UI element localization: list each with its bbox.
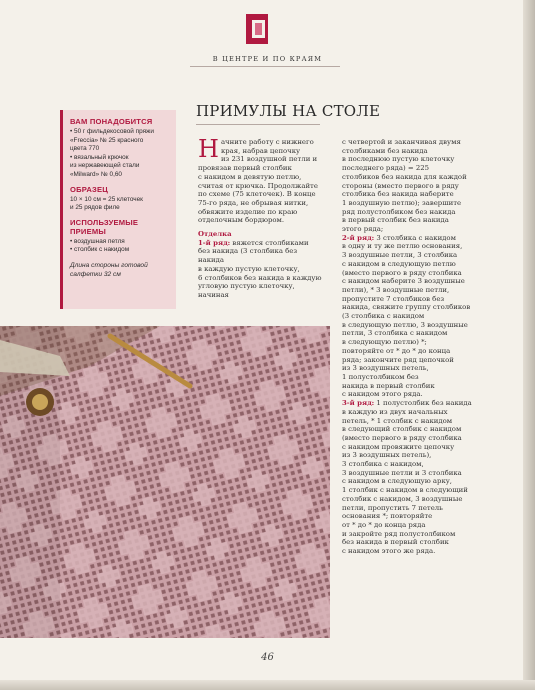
- col2-line: с четвертой и заканчивая двумя: [342, 138, 461, 146]
- row2-label: 2-й ряд:: [342, 233, 375, 242]
- col2-line: столбиков без накида для каждой: [342, 172, 467, 181]
- intro-line: считая от крючка. Продолжайте: [198, 181, 318, 190]
- col2-line: 3 столбика с накидом,: [342, 460, 424, 469]
- intro-line: обвяжите изделие по краю: [198, 207, 298, 216]
- row1-first-line: [198, 239, 324, 248]
- row1-text: вяжется столбиками: [230, 238, 309, 247]
- col2-line: 1 полустолбиком без: [342, 372, 419, 381]
- magazine-logo-icon: [246, 14, 268, 44]
- row1-line: 6 столбиков без накида в каждую: [198, 273, 322, 282]
- col2-line: основания *; повторяйте: [342, 512, 433, 521]
- intro-line: отделочным бордюром.: [198, 216, 285, 225]
- needs-line: «Freccia» № 25 красного: [70, 136, 144, 144]
- drop-cap: Н: [198, 135, 219, 163]
- techniques-heading: [70, 218, 170, 236]
- col2-line: 3 воздушные петли, 3 столбика: [342, 251, 458, 260]
- row2-text: 3 столбика с накидом: [374, 233, 456, 242]
- needs-line: • вязальный крючок: [70, 153, 129, 161]
- col2-line: ряда; закончите ряд цепочкой: [342, 355, 454, 364]
- col2-line: в следующую петлю, 3 воздушные: [342, 320, 468, 329]
- col2-line: в одну и ту же петлю основания,: [342, 242, 463, 251]
- col2-line: (3 столбика с накидом: [342, 312, 425, 321]
- size-note-line: салфетки 32 см: [70, 270, 121, 278]
- technique-item: • воздушная петля: [70, 237, 125, 245]
- col2-line: стороны (вместо первого в ряду: [342, 181, 459, 190]
- intro-line: провязав первый столбик: [198, 164, 292, 173]
- col2-line: от * до * до конца ряда: [342, 520, 426, 529]
- row1-line: без накида (3 столбика без накида: [198, 247, 298, 265]
- row3-label: 3-й ряд:: [342, 399, 375, 408]
- row3-text: 1 полустолбик без накида: [374, 399, 472, 408]
- sample-heading: ОБРАЗЕЦ: [70, 184, 109, 194]
- col2-line: петли, 3 столбика с накидом: [342, 329, 448, 338]
- col2-line: с накидом наберите 3 воздушные: [342, 277, 465, 286]
- col2-line: в первый столбик без накида: [342, 216, 449, 225]
- col2-line: из 3 воздушных петель),: [342, 451, 432, 460]
- text-column-2: [342, 138, 478, 556]
- size-note-line: Длина стороны готовой: [70, 261, 148, 269]
- col2-line: с накидом провяжите цепочку: [342, 442, 455, 451]
- article-title: ПРИМУЛЫ НА СТОЛЕ: [196, 102, 381, 120]
- intro-line: ачните работу с нижнего: [220, 138, 314, 146]
- row1-line: в каждую пустую клеточку,: [198, 264, 300, 273]
- col2-line: в следующий столбик с накидом: [342, 425, 462, 434]
- col2-line: в каждую из двух начальных: [342, 407, 448, 416]
- needs-line: «Milward» № 0,60: [70, 170, 122, 178]
- col2-line: столбик с накидом, 3 воздушные: [342, 494, 463, 503]
- col2-line: последнего ряда) = 225: [342, 164, 430, 173]
- col2-line: в последнюю пустую клеточку: [342, 155, 455, 164]
- intro-line: с накидом в девятую петлю,: [198, 172, 302, 181]
- intro-line: по схеме (75 клеточек). В конце: [198, 190, 316, 199]
- technique-item: • столбик с накидом: [70, 246, 130, 254]
- col2-line: столбика без накида наберите: [342, 190, 454, 199]
- intro-paragraph: [198, 135, 324, 225]
- col2-line: 1 столбик с накидом в следующий: [342, 486, 468, 495]
- col2-line: и закройте ряд полустолбиком: [342, 529, 456, 538]
- row2-first-line: [342, 234, 478, 243]
- intro-line: 75-го ряда, не обрывая нитки,: [198, 198, 309, 207]
- col2-line: с накидом этого же ряда.: [342, 547, 436, 556]
- doily-photo: [0, 326, 330, 638]
- needs-heading: ВАМ ПОНАДОБИТСЯ: [70, 117, 153, 126]
- col2-line: с накидом в следующую петлю: [342, 259, 456, 268]
- col2-line: 1 воздушную петлю); завершите: [342, 198, 462, 207]
- col2-line: петель, * 1 столбик с накидом: [342, 416, 453, 425]
- col2-line: пропустите 7 столбиков без: [342, 294, 445, 303]
- otdelka-heading: Отделка: [198, 230, 232, 239]
- intro-line: края, набрав цепочку: [220, 146, 301, 155]
- crochet-hook-icon: [0, 326, 330, 638]
- col2-line: с накидом в следующую арку,: [342, 477, 452, 486]
- text-column-1: [198, 135, 324, 300]
- col2-line: повторяйте от * до * до конца: [342, 346, 451, 355]
- row1-line: угловую пустую клеточку, начиная: [198, 282, 295, 299]
- needs-line: из нержавеющей стали: [70, 162, 140, 170]
- techniques-heading-line: ПРИЕМЫ: [70, 226, 107, 236]
- col2-line: без накида в первый столбик: [342, 538, 449, 547]
- col2-line: (вместо первого в ряду столбика: [342, 433, 462, 442]
- size-note: [70, 261, 170, 279]
- col2-line: в следующую петлю) *;: [342, 338, 427, 347]
- col2-line: петли), * 3 воздушные петли,: [342, 285, 450, 294]
- section-title: В ЦЕНТРЕ И ПО КРАЯМ: [212, 55, 323, 63]
- col2-line: петли, пропустить 7 петель: [342, 503, 443, 512]
- page-number: 46: [261, 652, 274, 663]
- page-edge-right: [523, 0, 535, 690]
- col2-line: 3 воздушные петли и 3 столбика: [342, 468, 462, 477]
- page-edge-bottom: [0, 680, 535, 690]
- col2-line: накида в первый столбик: [342, 381, 435, 390]
- col2-line: накида, свяжите группу столбиков: [342, 303, 471, 312]
- col2-line: (вместо первого в ряду столбика: [342, 268, 462, 277]
- sample-line: 10 × 10 см = 25 клеточек: [70, 195, 143, 203]
- intro-line: из 231 воздушной петли и: [220, 155, 318, 164]
- col2-line: из 3 воздушных петель,: [342, 364, 429, 373]
- col2-line: столбиками без накида: [342, 146, 428, 155]
- materials-sidebar: [60, 110, 176, 309]
- col2-line: с накидом этого ряда.: [342, 390, 423, 399]
- row1-label: 1-й ряд:: [198, 238, 231, 247]
- row3-first-line: [342, 399, 478, 408]
- needs-line: цвета 770: [70, 145, 100, 153]
- col2-line: этого ряда;: [342, 225, 384, 234]
- col2-line: ряд полустолбиком без накида: [342, 207, 456, 216]
- section-rule: [190, 66, 340, 67]
- sample-line: и 25 рядов филе: [70, 204, 120, 212]
- title-rule: [196, 124, 320, 125]
- techniques-heading-line: ИСПОЛЬЗУЕМЫЕ: [70, 217, 139, 227]
- needs-line: • 50 г фильдекосовой пряжи: [70, 128, 154, 135]
